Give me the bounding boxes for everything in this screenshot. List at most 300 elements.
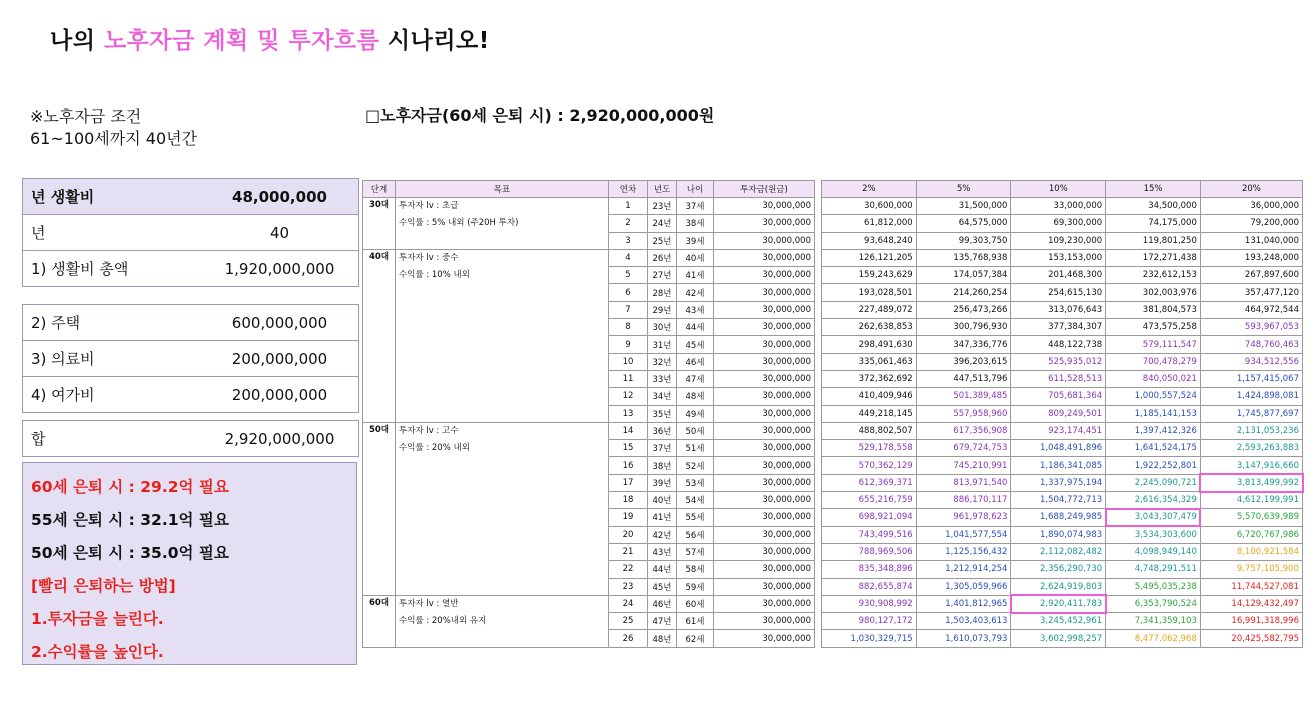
- projected-value-cell: 174,057,384: [916, 267, 1011, 284]
- projected-value-cell: 396,203,615: [916, 353, 1011, 370]
- age-cell: 41세: [677, 267, 714, 284]
- note-line: 60세 은퇴 시 : 29.2억 필요: [31, 478, 229, 496]
- projected-value-cell: 14,129,432,497: [1200, 595, 1302, 612]
- projected-value-cell: 4,748,291,511: [1106, 561, 1201, 578]
- year-cell: 35년: [648, 405, 677, 422]
- year-cell: 27년: [648, 267, 677, 284]
- projected-value-cell: 2,245,090,721: [1106, 474, 1201, 491]
- projected-value-cell: 886,170,117: [916, 492, 1011, 509]
- year-index-cell: 17: [609, 474, 648, 491]
- principal-cell: 30,000,000: [714, 630, 815, 647]
- projected-value-cell: 473,575,258: [1106, 319, 1201, 336]
- year-index-cell: 12: [609, 388, 648, 405]
- year-cell: 37년: [648, 440, 677, 457]
- year-cell: 33년: [648, 370, 677, 387]
- principal-cell: 30,000,000: [714, 595, 815, 612]
- projected-value-cell: 2,112,082,482: [1011, 543, 1106, 560]
- projected-value-cell: 1,041,577,554: [916, 526, 1011, 543]
- projected-value-cell: 3,147,916,660: [1200, 457, 1302, 474]
- note-line: 55세 은퇴 시 : 32.1억 필요: [31, 511, 229, 529]
- year-cell: 42년: [648, 526, 677, 543]
- col-header-stage: 단계: [363, 181, 396, 198]
- rate-row: [822, 301, 1303, 318]
- projected-value-cell: 1,641,524,175: [1106, 440, 1201, 457]
- note-line: 50세 은퇴 시 : 35.0억 필요: [31, 544, 229, 562]
- projected-value-cell: 705,681,364: [1011, 388, 1106, 405]
- projected-value-cell: 262,638,853: [822, 319, 917, 336]
- sum-table: [22, 420, 359, 457]
- projected-value-cell: 1,000,557,524: [1106, 388, 1201, 405]
- goal-cell: [396, 595, 609, 647]
- projected-value-cell: 1,504,772,713: [1011, 492, 1106, 509]
- projected-value-cell: 700,478,279: [1106, 353, 1201, 370]
- principal-cell: 30,000,000: [714, 405, 815, 422]
- age-cell: 43세: [677, 301, 714, 318]
- principal-cell: 30,000,000: [714, 319, 815, 336]
- projected-value-cell: 74,175,000: [1106, 215, 1201, 232]
- projected-value-cell: 34,500,000: [1106, 198, 1201, 215]
- year-cell: 24년: [648, 215, 677, 232]
- projected-value-cell: 109,230,000: [1011, 232, 1106, 249]
- goal-cell: [396, 422, 609, 595]
- projected-value-cell: 934,512,556: [1200, 353, 1302, 370]
- projected-value-cell: 840,050,021: [1106, 370, 1201, 387]
- projected-value-cell: 6,353,790,524: [1106, 595, 1201, 612]
- rate-row: [822, 232, 1303, 249]
- condition-line-1: ※노후자금 조건: [30, 107, 142, 126]
- age-cell: 45세: [677, 336, 714, 353]
- goal-line: 수익률 : 5% 내외 (주20H 투자): [399, 218, 519, 228]
- projected-value-cell: 612,369,371: [822, 474, 917, 491]
- goal-cell: [396, 198, 609, 250]
- year-index-cell: 23: [609, 578, 648, 595]
- extra-cost-row: [23, 377, 358, 412]
- projected-value-cell: 4,612,199,991: [1200, 492, 1302, 509]
- year-cell: 23년: [648, 198, 677, 215]
- projected-value-cell: 930,908,992: [822, 595, 917, 612]
- stage-cell: 50대: [363, 422, 396, 595]
- rate-row: [822, 215, 1303, 232]
- projected-value-cell: 69,300,000: [1011, 215, 1106, 232]
- sum-value: 2,920,000,000: [224, 429, 335, 448]
- principal-cell: 30,000,000: [714, 457, 815, 474]
- projected-value-cell: 593,967,053: [1200, 319, 1302, 336]
- row-value: 200,000,000: [231, 385, 328, 404]
- year-cell: 45년: [648, 578, 677, 595]
- rate-row: [822, 595, 1303, 612]
- projected-value-cell: 193,028,501: [822, 284, 917, 301]
- age-cell: 55세: [677, 509, 714, 526]
- age-cell: 60세: [677, 595, 714, 612]
- projected-value-cell: 529,178,558: [822, 440, 917, 457]
- plan-header-row: [363, 181, 815, 198]
- projected-value-cell: 745,210,991: [916, 457, 1011, 474]
- year-index-cell: 3: [609, 232, 648, 249]
- principal-cell: 30,000,000: [714, 388, 815, 405]
- projected-value-cell: 2,624,919,803: [1011, 578, 1106, 595]
- col-header-rate-15: 15%: [1106, 181, 1201, 198]
- age-cell: 40세: [677, 249, 714, 266]
- projected-value-cell: 30,600,000: [822, 198, 917, 215]
- principal-cell: 30,000,000: [714, 336, 815, 353]
- rate-row: [822, 353, 1303, 370]
- principal-cell: 30,000,000: [714, 561, 815, 578]
- plan-row: [363, 595, 815, 612]
- year-index-cell: 8: [609, 319, 648, 336]
- year-index-cell: 26: [609, 630, 648, 647]
- projected-value-cell: 3,813,499,992: [1200, 474, 1302, 491]
- rate-row: [822, 543, 1303, 560]
- row-value: 48,000,000: [232, 187, 327, 206]
- year-cell: 41년: [648, 509, 677, 526]
- projected-value-cell: 980,127,172: [822, 613, 917, 630]
- projected-value-cell: 36,000,000: [1200, 198, 1302, 215]
- projected-value-cell: 1,185,141,153: [1106, 405, 1201, 422]
- projected-value-cell: 1,922,252,801: [1106, 457, 1201, 474]
- projected-value-cell: 835,348,896: [822, 561, 917, 578]
- living-cost-row: [23, 215, 358, 251]
- age-cell: 52세: [677, 457, 714, 474]
- rate-row: [822, 370, 1303, 387]
- year-cell: 47년: [648, 613, 677, 630]
- year-cell: 25년: [648, 232, 677, 249]
- age-cell: 57세: [677, 543, 714, 560]
- col-header-rate-5: 5%: [916, 181, 1011, 198]
- projected-value-cell: 809,249,501: [1011, 405, 1106, 422]
- projected-value-cell: 448,122,738: [1011, 336, 1106, 353]
- year-cell: 44년: [648, 561, 677, 578]
- projected-value-cell: 131,040,000: [1200, 232, 1302, 249]
- stage-cell: 40대: [363, 249, 396, 422]
- projected-value-cell: 126,121,205: [822, 249, 917, 266]
- projected-value-cell: 449,218,145: [822, 405, 917, 422]
- year-cell: 38년: [648, 457, 677, 474]
- col-header-age: 나이: [677, 181, 714, 198]
- rate-row: [822, 561, 1303, 578]
- projected-value-cell: 5,495,035,238: [1106, 578, 1201, 595]
- projected-value-cell: 159,243,629: [822, 267, 917, 284]
- title-prefix: 나의: [50, 28, 104, 54]
- year-index-cell: 21: [609, 543, 648, 560]
- rate-header-row: [822, 181, 1303, 198]
- projected-value-cell: 227,489,072: [822, 301, 917, 318]
- projected-value-cell: 1,424,898,081: [1200, 388, 1302, 405]
- col-header-year: 년도: [648, 181, 677, 198]
- year-index-cell: 19: [609, 509, 648, 526]
- goal-line: 투자자 lv : 중수: [399, 252, 459, 263]
- title-highlight: 노후자금 계획 및 투자흐름: [103, 28, 380, 54]
- projected-value-cell: 8,100,921,584: [1200, 543, 1302, 560]
- col-header-rate-10: 10%: [1011, 181, 1106, 198]
- projected-value-cell: 61,812,000: [822, 215, 917, 232]
- retirement-condition: [30, 106, 197, 150]
- principal-cell: 30,000,000: [714, 284, 815, 301]
- projected-value-cell: 6,720,767,986: [1200, 526, 1302, 543]
- projected-value-cell: 302,003,976: [1106, 284, 1201, 301]
- rate-row: [822, 613, 1303, 630]
- row-label: 4) 여가비: [31, 386, 95, 404]
- year-index-cell: 20: [609, 526, 648, 543]
- rate-row: [822, 526, 1303, 543]
- row-label: 3) 의료비: [31, 350, 95, 368]
- year-cell: 39년: [648, 474, 677, 491]
- age-cell: 49세: [677, 405, 714, 422]
- row-label: 년: [31, 224, 46, 242]
- year-index-cell: 5: [609, 267, 648, 284]
- projected-value-cell: 381,804,573: [1106, 301, 1201, 318]
- rate-row: [822, 336, 1303, 353]
- year-index-cell: 16: [609, 457, 648, 474]
- year-cell: 48년: [648, 630, 677, 647]
- age-cell: 61세: [677, 613, 714, 630]
- return-rate-table: [821, 180, 1303, 648]
- principal-cell: 30,000,000: [714, 509, 815, 526]
- age-cell: 53세: [677, 474, 714, 491]
- col-header-rate-2: 2%: [822, 181, 917, 198]
- principal-cell: 30,000,000: [714, 543, 815, 560]
- projected-value-cell: 267,897,600: [1200, 267, 1302, 284]
- col-header-rate-20: 20%: [1200, 181, 1302, 198]
- projected-value-cell: 7,341,359,103: [1106, 613, 1201, 630]
- projected-value-cell: 570,362,129: [822, 457, 917, 474]
- projected-value-cell: 655,216,759: [822, 492, 917, 509]
- year-index-cell: 10: [609, 353, 648, 370]
- age-cell: 46세: [677, 353, 714, 370]
- year-cell: 28년: [648, 284, 677, 301]
- age-cell: 44세: [677, 319, 714, 336]
- year-index-cell: 1: [609, 198, 648, 215]
- year-index-cell: 25: [609, 613, 648, 630]
- col-header-principal: 투자금(원금): [714, 181, 815, 198]
- rate-row: [822, 440, 1303, 457]
- projected-value-cell: 1,337,975,194: [1011, 474, 1106, 491]
- rate-row: [822, 509, 1303, 526]
- rate-row: [822, 492, 1303, 509]
- year-cell: 29년: [648, 301, 677, 318]
- projected-value-cell: 300,796,930: [916, 319, 1011, 336]
- year-index-cell: 15: [609, 440, 648, 457]
- projected-value-cell: 1,125,156,432: [916, 543, 1011, 560]
- rate-row: [822, 457, 1303, 474]
- projected-value-cell: 4,098,949,140: [1106, 543, 1201, 560]
- age-cell: 50세: [677, 422, 714, 439]
- projected-value-cell: 1,305,059,966: [916, 578, 1011, 595]
- projected-value-cell: 201,468,300: [1011, 267, 1106, 284]
- projected-value-cell: 135,768,938: [916, 249, 1011, 266]
- projected-value-cell: 357,477,120: [1200, 284, 1302, 301]
- goal-line: 투자자 lv : 초급: [399, 201, 459, 211]
- projected-value-cell: 1,688,249,985: [1011, 509, 1106, 526]
- rate-row: [822, 405, 1303, 422]
- projected-value-cell: 172,271,438: [1106, 249, 1201, 266]
- year-cell: 40년: [648, 492, 677, 509]
- projected-value-cell: 79,200,000: [1200, 215, 1302, 232]
- principal-cell: 30,000,000: [714, 198, 815, 215]
- projected-value-cell: 679,724,753: [916, 440, 1011, 457]
- goal-line: 수익률 : 10% 내외: [399, 269, 470, 280]
- principal-cell: 30,000,000: [714, 613, 815, 630]
- projected-value-cell: 3,534,303,600: [1106, 526, 1201, 543]
- projected-value-cell: 698,921,094: [822, 509, 917, 526]
- projected-value-cell: 1,157,415,067: [1200, 370, 1302, 387]
- investment-plan-table: [362, 180, 815, 648]
- year-cell: 30년: [648, 319, 677, 336]
- projected-value-cell: 31,500,000: [916, 198, 1011, 215]
- principal-cell: 30,000,000: [714, 215, 815, 232]
- principal-cell: 30,000,000: [714, 492, 815, 509]
- extra-cost-row: [23, 305, 358, 341]
- projected-value-cell: 3,043,307,479: [1106, 509, 1201, 526]
- col-header-goal: 목표: [396, 181, 609, 198]
- projected-value-cell: 2,593,263,883: [1200, 440, 1302, 457]
- principal-cell: 30,000,000: [714, 578, 815, 595]
- year-cell: 31년: [648, 336, 677, 353]
- year-index-cell: 11: [609, 370, 648, 387]
- year-cell: 36년: [648, 422, 677, 439]
- goal-cell: [396, 249, 609, 422]
- year-cell: 34년: [648, 388, 677, 405]
- projected-value-cell: 3,245,452,961: [1011, 613, 1106, 630]
- projected-value-cell: 256,473,266: [916, 301, 1011, 318]
- projected-value-cell: 447,513,796: [916, 370, 1011, 387]
- year-index-cell: 24: [609, 595, 648, 612]
- principal-cell: 30,000,000: [714, 232, 815, 249]
- projected-value-cell: 153,153,000: [1011, 249, 1106, 266]
- note-line: 1.투자금을 늘린다.: [31, 610, 164, 628]
- age-cell: 37세: [677, 198, 714, 215]
- projected-value-cell: 464,972,544: [1200, 301, 1302, 318]
- principal-cell: 30,000,000: [714, 353, 815, 370]
- rate-row: [822, 319, 1303, 336]
- principal-cell: 30,000,000: [714, 301, 815, 318]
- projected-value-cell: 813,971,540: [916, 474, 1011, 491]
- row-label: 2) 주택: [31, 314, 81, 332]
- projected-value-cell: 347,336,776: [916, 336, 1011, 353]
- age-cell: 56세: [677, 526, 714, 543]
- projected-value-cell: 64,575,000: [916, 215, 1011, 232]
- projected-value-cell: 501,389,485: [916, 388, 1011, 405]
- year-index-cell: 4: [609, 249, 648, 266]
- sum-row: [23, 421, 358, 456]
- note-line: 2.수익률을 높인다.: [31, 643, 164, 661]
- age-cell: 54세: [677, 492, 714, 509]
- projected-value-cell: 377,384,307: [1011, 319, 1106, 336]
- projected-value-cell: 214,260,254: [916, 284, 1011, 301]
- projected-value-cell: 93,648,240: [822, 232, 917, 249]
- projected-value-cell: 1,745,877,697: [1200, 405, 1302, 422]
- principal-cell: 30,000,000: [714, 370, 815, 387]
- projected-value-cell: 232,612,153: [1106, 267, 1201, 284]
- age-cell: 47세: [677, 370, 714, 387]
- retirement-note-box: [22, 462, 357, 665]
- year-index-cell: 13: [609, 405, 648, 422]
- goal-line: 투자자 lv : 열반: [399, 598, 459, 609]
- principal-cell: 30,000,000: [714, 422, 815, 439]
- note-line: [빨리 은퇴하는 방법]: [31, 577, 176, 595]
- projected-value-cell: 313,076,643: [1011, 301, 1106, 318]
- projected-value-cell: 1,503,403,613: [916, 613, 1011, 630]
- rate-row: [822, 422, 1303, 439]
- age-cell: 62세: [677, 630, 714, 647]
- sum-label: 합: [31, 430, 46, 448]
- projected-value-cell: 923,174,451: [1011, 422, 1106, 439]
- projected-value-cell: 1,397,412,326: [1106, 422, 1201, 439]
- projected-value-cell: 2,131,053,236: [1200, 422, 1302, 439]
- row-value: 600,000,000: [231, 313, 328, 332]
- year-cell: 43년: [648, 543, 677, 560]
- projected-value-cell: 748,760,463: [1200, 336, 1302, 353]
- projected-value-cell: 1,030,329,715: [822, 630, 917, 647]
- living-cost-row: [23, 251, 358, 286]
- year-index-cell: 9: [609, 336, 648, 353]
- principal-cell: 30,000,000: [714, 440, 815, 457]
- living-cost-table: [22, 178, 359, 287]
- age-cell: 51세: [677, 440, 714, 457]
- age-cell: 58세: [677, 561, 714, 578]
- condition-line-2: 61~100세까지 40년간: [30, 129, 198, 148]
- projected-value-cell: 16,991,318,996: [1200, 613, 1302, 630]
- rate-row: [822, 630, 1303, 647]
- projected-value-cell: 557,958,960: [916, 405, 1011, 422]
- goal-line: 투자자 lv : 고수: [399, 425, 459, 436]
- projected-value-cell: 20,425,582,795: [1200, 630, 1302, 647]
- projected-value-cell: 961,978,623: [916, 509, 1011, 526]
- projected-value-cell: 2,616,354,329: [1106, 492, 1201, 509]
- row-value: 200,000,000: [231, 349, 328, 368]
- rate-row: [822, 474, 1303, 491]
- age-cell: 38세: [677, 215, 714, 232]
- year-index-cell: 6: [609, 284, 648, 301]
- principal-cell: 30,000,000: [714, 474, 815, 491]
- projected-value-cell: 743,499,516: [822, 526, 917, 543]
- row-value: 1,920,000,000: [224, 259, 335, 278]
- year-cell: 46년: [648, 595, 677, 612]
- rate-row: [822, 267, 1303, 284]
- projected-value-cell: 617,356,908: [916, 422, 1011, 439]
- rate-row: [822, 249, 1303, 266]
- projected-value-cell: 9,757,105,900: [1200, 561, 1302, 578]
- year-cell: 32년: [648, 353, 677, 370]
- total-fund-heading: □노후자금(60세 은퇴 시) : 2,920,000,000원: [365, 106, 715, 125]
- projected-value-cell: 33,000,000: [1011, 198, 1106, 215]
- row-label: 년 생활비: [31, 188, 95, 206]
- year-index-cell: 7: [609, 301, 648, 318]
- projected-value-cell: 611,528,513: [1011, 370, 1106, 387]
- projected-value-cell: 2,356,290,730: [1011, 561, 1106, 578]
- title-suffix: 시나리오!: [379, 28, 490, 54]
- rate-row: [822, 198, 1303, 215]
- projected-value-cell: 1,186,341,085: [1011, 457, 1106, 474]
- goal-line: 수익률 : 20% 내외: [399, 442, 470, 453]
- extra-cost-table: [22, 304, 359, 413]
- projected-value-cell: 298,491,630: [822, 336, 917, 353]
- projected-value-cell: 788,969,506: [822, 543, 917, 560]
- age-cell: 59세: [677, 578, 714, 595]
- year-index-cell: 14: [609, 422, 648, 439]
- plan-row: [363, 198, 815, 215]
- principal-cell: 30,000,000: [714, 526, 815, 543]
- projected-value-cell: 882,655,874: [822, 578, 917, 595]
- col-header-year-index: 연차: [609, 181, 648, 198]
- year-index-cell: 22: [609, 561, 648, 578]
- page-title: [50, 22, 490, 55]
- year-index-cell: 2: [609, 215, 648, 232]
- age-cell: 42세: [677, 284, 714, 301]
- projected-value-cell: 2,920,411,783: [1011, 595, 1106, 612]
- stage-cell: 60대: [363, 595, 396, 647]
- projected-value-cell: 335,061,463: [822, 353, 917, 370]
- projected-value-cell: 3,602,998,257: [1011, 630, 1106, 647]
